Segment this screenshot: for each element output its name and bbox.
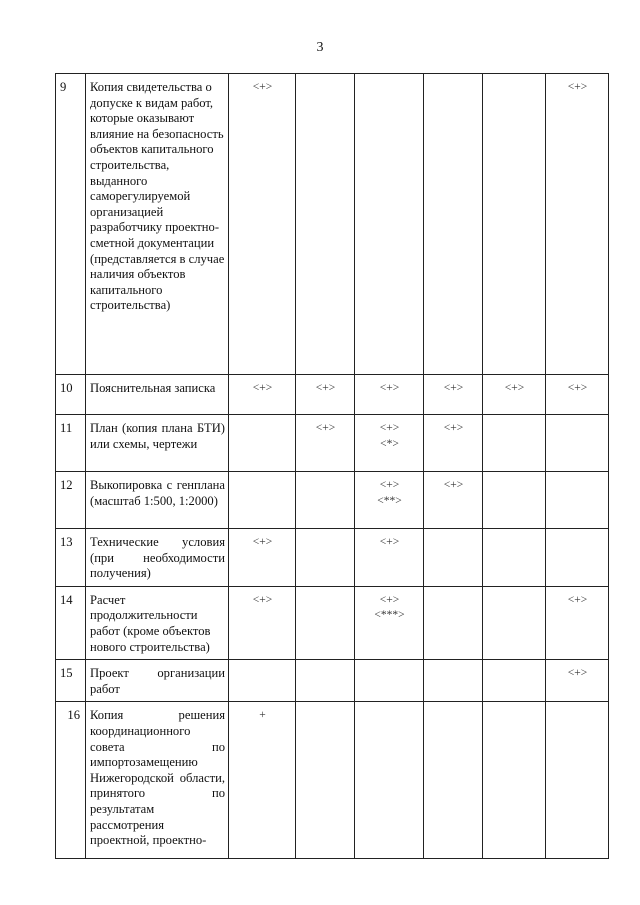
row-number: 12 (56, 472, 86, 529)
document-name: Выкопировка с генплана (масштаб 1:500, 1:2000) (86, 472, 229, 529)
row-number: 13 (56, 529, 86, 587)
requirement-mark (424, 660, 483, 702)
requirement-mark: <+> (296, 415, 355, 472)
requirement-mark (296, 586, 355, 659)
row-number: 10 (56, 375, 86, 415)
requirement-mark (355, 702, 424, 859)
row-number: 9 (56, 74, 86, 375)
requirement-mark (296, 529, 355, 587)
table-row (56, 660, 609, 702)
requirement-mark (424, 702, 483, 859)
requirement-mark (296, 702, 355, 859)
requirement-mark (424, 586, 483, 659)
requirement-mark (483, 702, 546, 859)
requirement-mark (229, 660, 296, 702)
requirement-mark: <+> (546, 660, 609, 702)
document-name: Пояснительная записка (86, 375, 229, 415)
document-name: Проект организации работ (86, 660, 229, 702)
requirement-mark: <+> (546, 375, 609, 415)
row-number: 16 (56, 702, 86, 859)
requirement-mark: <+> (296, 375, 355, 415)
requirement-mark (296, 660, 355, 702)
requirement-mark: <+> (424, 415, 483, 472)
table-row (56, 529, 609, 587)
requirement-mark: <+> (229, 375, 296, 415)
requirement-mark: <+> (546, 74, 609, 375)
requirement-mark (296, 472, 355, 529)
requirement-mark: <+> <*> (355, 415, 424, 472)
document-name: Технические условия (при необходимости получения) (86, 529, 229, 587)
page-number: 3 (316, 40, 324, 55)
requirement-mark (483, 472, 546, 529)
requirement-mark (424, 529, 483, 587)
requirement-mark (546, 415, 609, 472)
requirement-mark (483, 74, 546, 375)
table-row (56, 415, 609, 472)
requirement-mark (483, 660, 546, 702)
requirement-mark (296, 74, 355, 375)
document-name: Копия решения координационного совета по импортозамещению Нижегородской области, принятого по результатам рассмотрения проектной, проектно- (86, 702, 229, 859)
requirement-mark (546, 702, 609, 859)
requirement-mark: <+> (546, 586, 609, 659)
table-row (56, 702, 609, 859)
documents-table (55, 73, 609, 859)
row-number: 15 (56, 660, 86, 702)
requirement-mark: <+> <**> (355, 472, 424, 529)
requirement-mark: <+> (229, 74, 296, 375)
requirement-mark: <+> (483, 375, 546, 415)
requirement-mark (483, 415, 546, 472)
requirement-mark: <+> (355, 375, 424, 415)
requirement-mark: <+> (229, 529, 296, 587)
requirement-mark (483, 529, 546, 587)
requirement-mark (355, 660, 424, 702)
requirement-mark (546, 529, 609, 587)
table-row (56, 375, 609, 415)
requirement-mark (229, 415, 296, 472)
document-name: Копия свидетельства о допуске к видам работ, которые оказывают влияние на безопасность объектов капитального строительства, выданного саморегулируемой организацией разработчику проектно-сметной документации (представляется в случае наличия объектов капитального строительства) (86, 74, 229, 375)
row-number: 14 (56, 586, 86, 659)
document-name: Расчет продолжительности работ (кроме объектов нового строительства) (86, 586, 229, 659)
document-name: План (копия плана БТИ) или схемы, чертежи (86, 415, 229, 472)
requirement-mark: <+> (424, 375, 483, 415)
requirement-mark (483, 586, 546, 659)
requirement-mark: + (229, 702, 296, 859)
requirement-mark: <+> (424, 472, 483, 529)
row-number: 11 (56, 415, 86, 472)
requirement-mark: <+> <***> (355, 586, 424, 659)
requirement-mark (424, 74, 483, 375)
requirement-mark (546, 472, 609, 529)
table-row (56, 586, 609, 659)
requirement-mark (355, 74, 424, 375)
requirement-mark: <+> (229, 586, 296, 659)
table-row (56, 74, 609, 375)
requirement-mark (229, 472, 296, 529)
table-row (56, 472, 609, 529)
requirement-mark: <+> (355, 529, 424, 587)
